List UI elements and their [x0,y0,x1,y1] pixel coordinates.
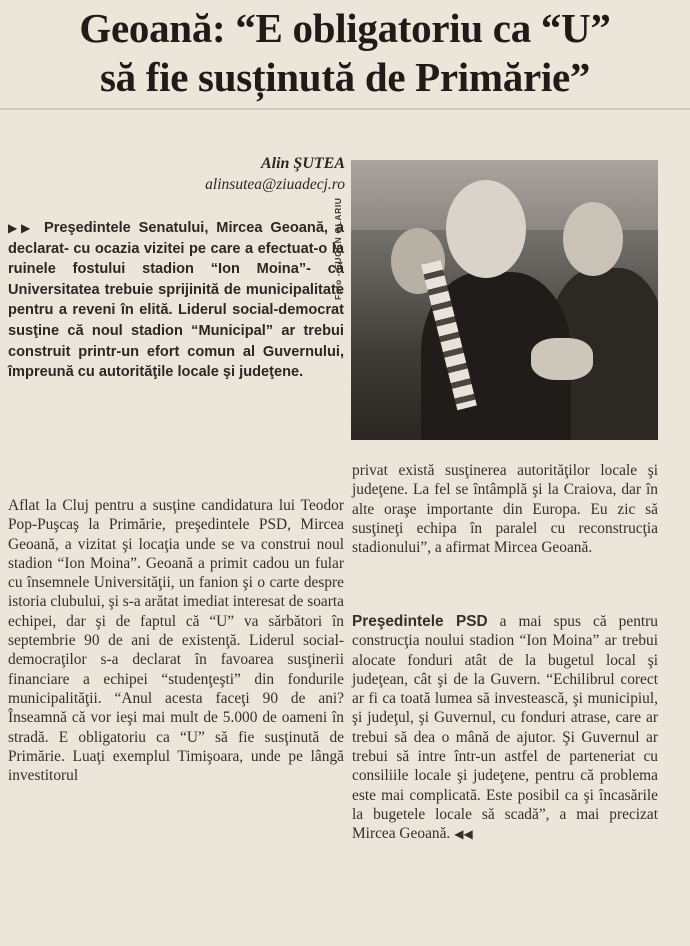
headline-line-2: să fie susținută de Primărie” [99,54,591,100]
body-paragraph-right-2 [352,612,658,845]
author-name: Alin ŞUTEA [260,155,345,172]
body-paragraph-left: Aflat la Cluj pentru a susţine candidatura lui Teodor Pop-Puşcaş la Primărie, preşedintele PSD, Mircea Geoană, a vizitat şi locaţia unde se va construi noul stadion “Ion Moina”. Geoană a primit cadou un fular cu însemnele Universităţii, un fanion şi o carte despre istoria clubului, şi s-a arătat imediat interesat de soarta echipei, dar şi de faptul că “U” va sărbători în septembrie 90 de ani de existenţă. Liderul social-democraţilor s-a declarat în favoarea susţinerii financiare a echipei “studenţeşti” din fondurile municipalităţii. “Anul acesta faceţi 90 de ani? Înseamnă că vor ieşi mai mult de 5.000 de oameni în stradă. E obligatoriu ca “U” să fie susţinută de Primărie. Luaţi exemplul Timişoara, unde pe lângă investitorul [8,497,344,785]
paragraph-lead-in: Preşedintele PSD [352,613,488,630]
photo-person-main [446,180,526,278]
author-email: alinsutea@ziuadecj.ro [205,176,345,193]
paragraph-text: a mai spus că pentru construcţia noului stadion “Ion Moina” ar trebui alocate fonduri atât de la bugetul local şi judeţean, cât şi de la Guvern. “Echilibrul corect ar fi ca toată lumea să investească, şi municipiul, şi judeţul, şi Guvernul, cu fonduri atrase, care ar trebui să dea o mână de ajutor. Şi Guvernul ar trebui să intre într-un astfel de parteneriat cu consiliile locale şi judeţene, pentru că problema este mai complicată. Este posibil ca şi încasările la bugetele locale să scadă”, a mai precizat Mircea Geoană. [352,613,658,843]
article-photo [351,160,658,440]
headline-divider [0,108,690,110]
end-marker-icon: ◀◀ [454,827,473,842]
photo-person-right [563,202,623,276]
photo-credit: Foto - EUGEN OLARIU [333,197,343,300]
body-paragraph-right-1: privat există susţinerea autorităţilor locale şi judeţene. La fel se întâmplă şi la Craiova, dar în alte oraşe importante din Europa. Eu zic să susţineţi echipa în paralel cu reconstrucţia stadionului”, a afirmat Mircea Geoană. [352,462,658,557]
lead-marker-icon: ▶▶ [8,221,35,235]
article-headline [0,4,690,102]
article-lead [8,218,344,383]
headline-line-1: Geoană: “E obligatoriu ca “U” [79,5,611,51]
lead-text: Preşedintele Senatului, Mircea Geoană, a declarat- cu ocazia vizitei pe care a efectuat-o la ruinele fostului stadion “Ion Moina”- că Universitatea trebuie sprijinită de municipalitate pentru a reveni în elită. Liderul social-democrat susţine că noul stadion “Municipal” ar trebui construit printr-un efort comun al Guvernului, împreună cu autorităţile locale şi judeţene. [8,220,344,381]
photo-hand [531,338,593,380]
